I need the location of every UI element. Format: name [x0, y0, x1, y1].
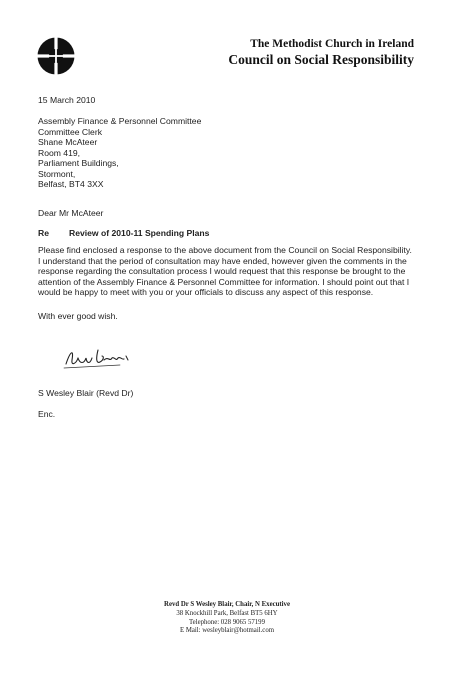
org-name-line1: The Methodist Church in Ireland [250, 38, 414, 50]
address-line: Belfast, BT4 3XX [38, 179, 104, 189]
methodist-cross-logo-icon [37, 37, 75, 75]
re-label: Re [38, 228, 49, 238]
address-line: Stormont, [38, 168, 76, 179]
body-line: Please find enclosed a response to the above document from the Council on Social Responsibility. [38, 245, 412, 255]
address-line: Committee Clerk [38, 126, 102, 137]
handwritten-signature [60, 342, 140, 372]
footer-line: 38 Knockhill Park, Belfast BT5 6HY [176, 609, 278, 617]
address-line: Assembly Finance & Personnel Committee [38, 116, 202, 126]
recipient-address [38, 116, 201, 190]
address-line: Parliament Buildings, [38, 158, 119, 168]
footer [0, 601, 454, 636]
body-line: would be happy to meet with you or your officials to discuss any aspect of this response. [38, 287, 374, 297]
address-line: Room 419, [38, 147, 81, 158]
closing: With ever good wish. [38, 311, 118, 321]
body-line: response regarding the consultation process I would request that this response be brought to the [38, 266, 406, 276]
footer-line: Telephone: 028 9065 57199 [189, 618, 265, 626]
re-subject: Review of 2010-11 Spending Plans [69, 228, 210, 238]
body-line: attention of the Assembly Finance & Personnel Committee for information. I should point out that I [38, 276, 410, 287]
body-line: I understand that the period of consultation may have ended, however given the comments in the [38, 255, 407, 266]
footer-line: Revd Dr S Wesley Blair, Chair, N Executive [164, 601, 290, 608]
footer-line: E Mail: wesleyblair@hotmail.com [179, 627, 275, 635]
salutation: Dear Mr McAteer [38, 208, 104, 218]
body-paragraph [38, 245, 418, 298]
subject-line [38, 228, 209, 239]
enclosure-note: Enc. [38, 409, 56, 419]
org-name-line2: Council on Social Responsibility [228, 52, 414, 67]
address-line: Shane McAteer [38, 137, 98, 147]
signatory-name: S Wesley Blair (Revd Dr) [38, 388, 134, 398]
letterhead [228, 37, 414, 68]
letter-date: 15 March 2010 [38, 95, 96, 105]
